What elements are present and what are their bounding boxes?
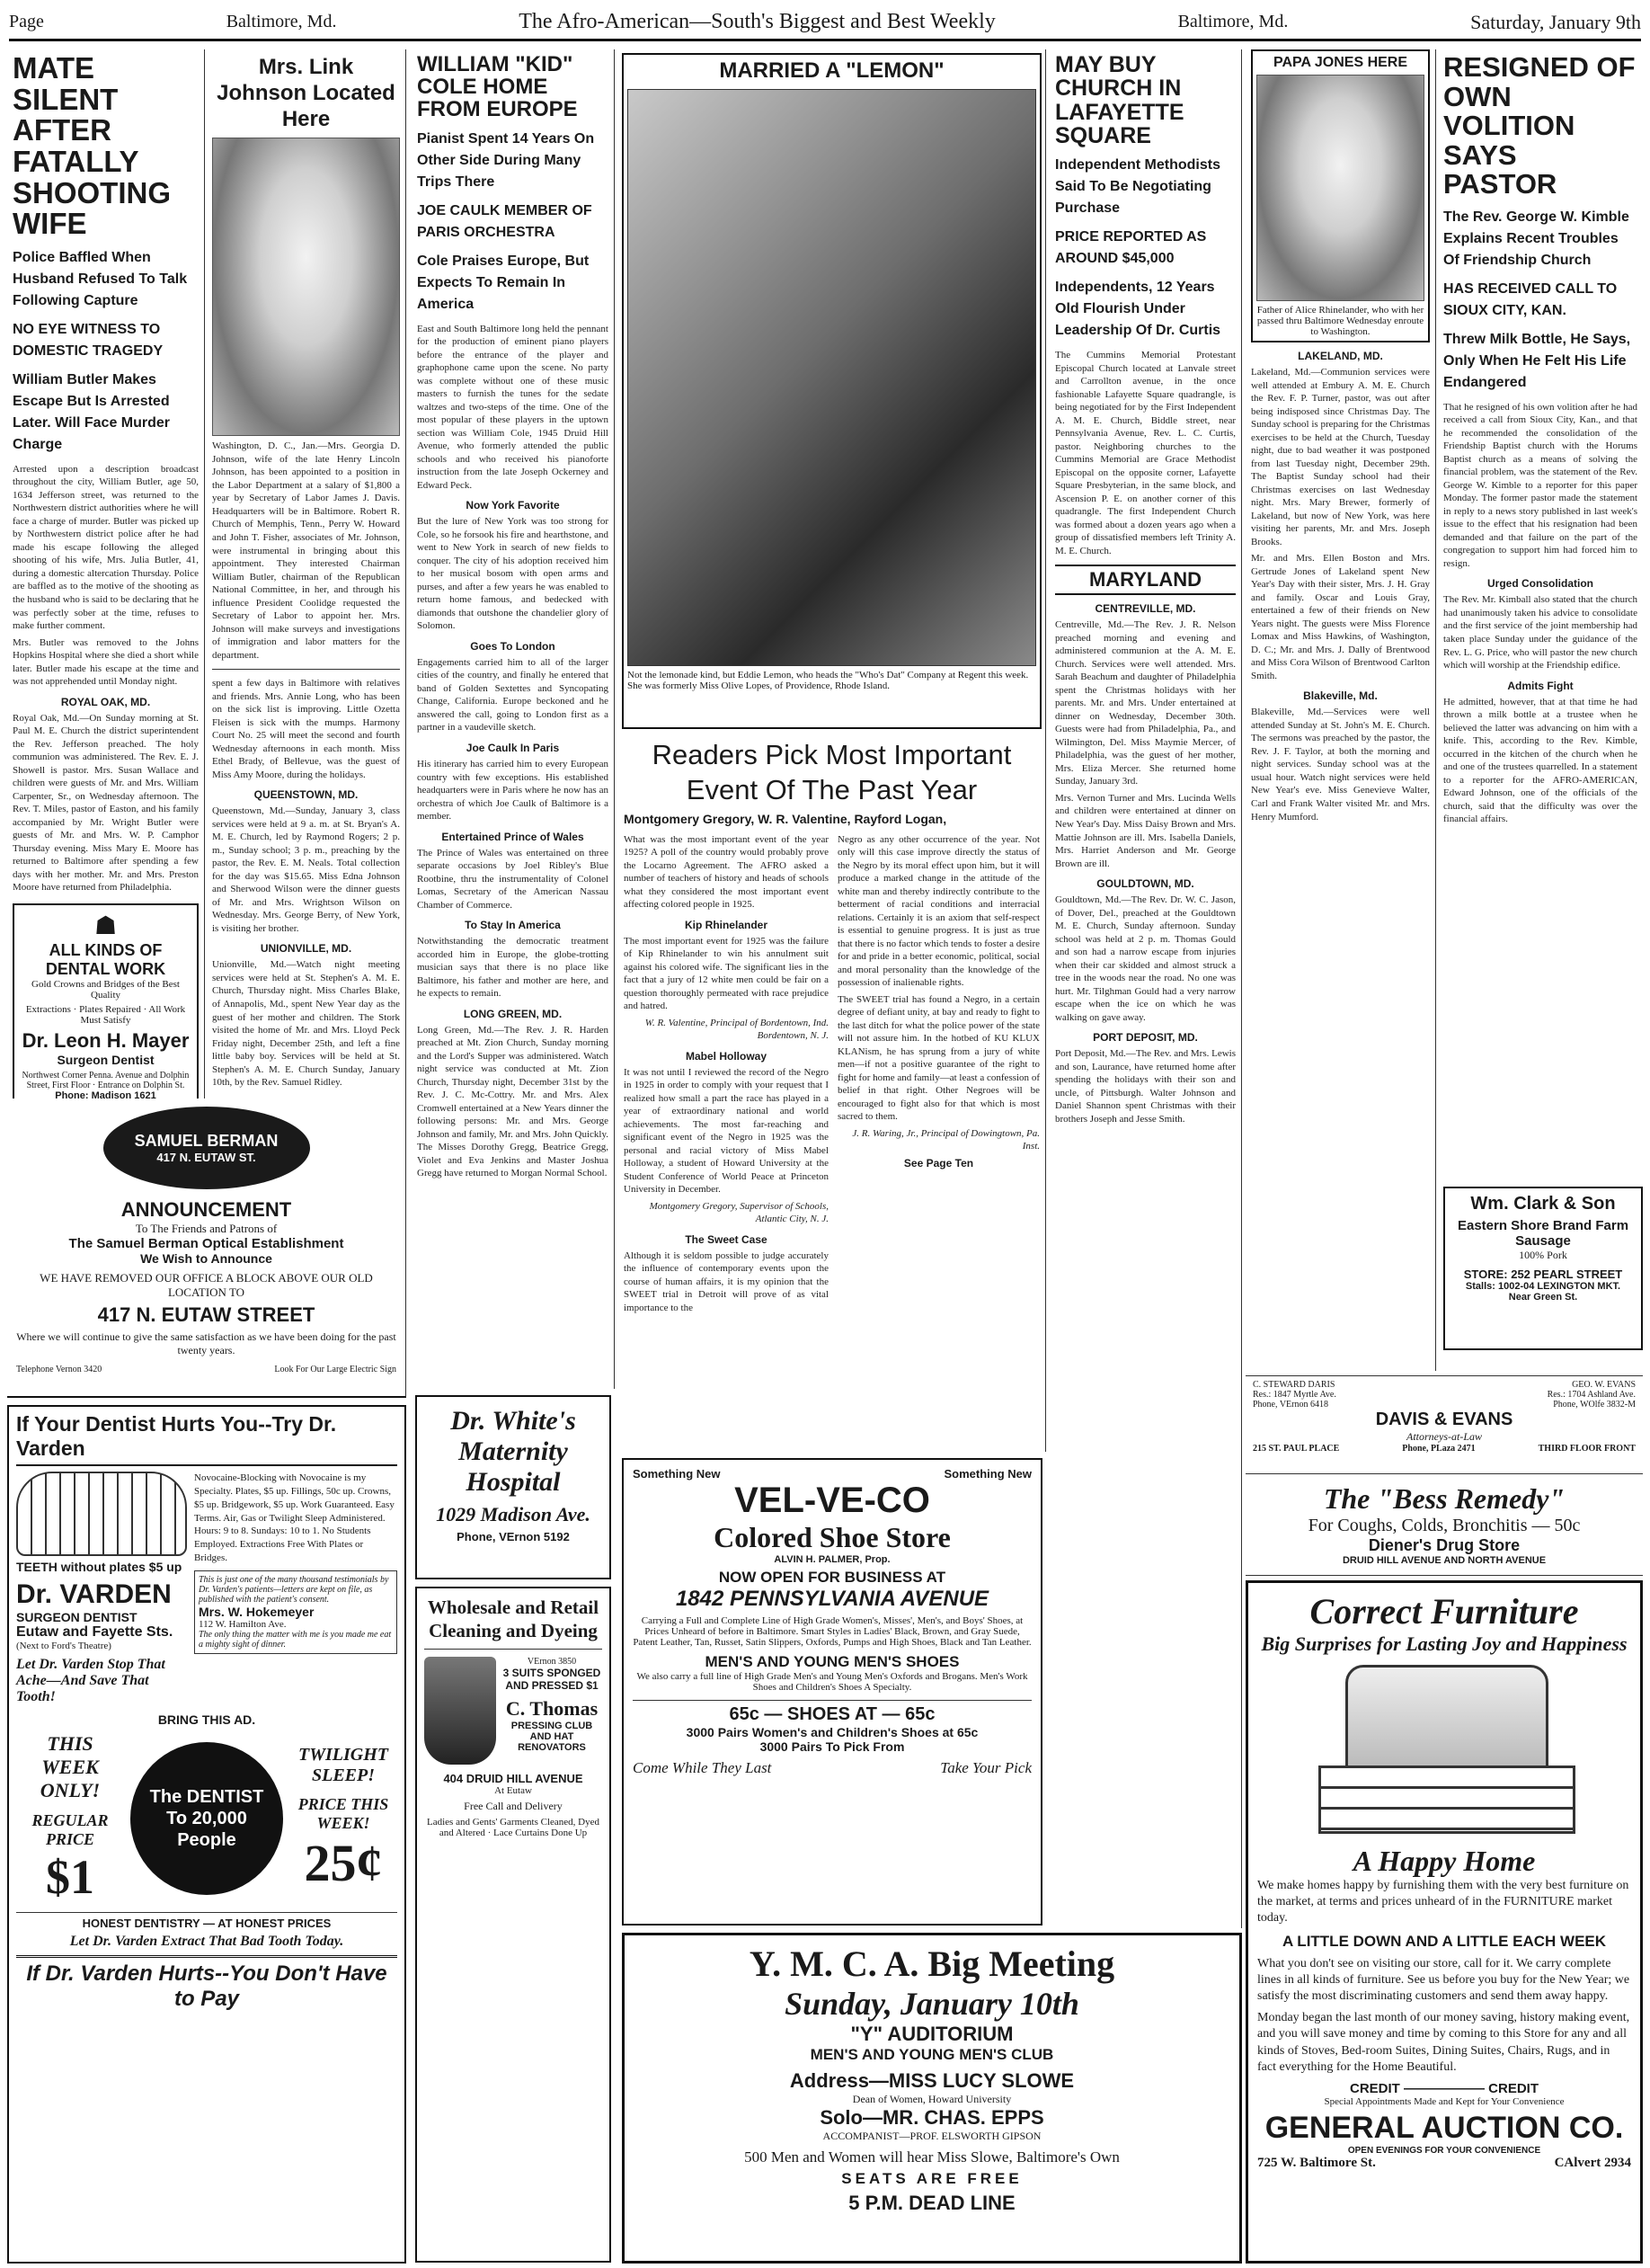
velveco-prop: ALVIN H. PALMER, Prop.: [774, 1554, 891, 1565]
deck-police-baffled: Police Baffled When Husband Refused To Talk Following Capture: [13, 249, 188, 308]
dateline-port-deposit: PORT DEPOSIT, MD.: [1093, 1031, 1198, 1045]
varden-role: SURGEON DENTIST: [16, 1610, 138, 1624]
deck-milk-bottle: Threw Milk Bottle, He Says, Only When He Felt His Life Endangered: [1443, 331, 1631, 390]
ymca-dean: Dean of Women, Howard University: [852, 2093, 1012, 2105]
deck-independent: Independent Methodists Said To Be Negotiating Purchase: [1055, 157, 1220, 216]
velveco-tag-left: Something New: [633, 1467, 721, 1481]
subhead: Goes To London: [470, 639, 555, 653]
velveco-pairs: 3000 Pairs Women's and Children's Shoes at 65c: [686, 1725, 979, 1739]
furniture-subtitle: Big Surprises for Lasting Joy and Happiness: [1261, 1632, 1628, 1655]
thomas-at: At Eutaw: [494, 1784, 532, 1796]
thomas-delivery: Free Call and Delivery: [464, 1799, 563, 1812]
attorneys-card: [1246, 1375, 1643, 1474]
attorney-left-res: Res.: 1847 Myrtle Ave.: [1253, 1390, 1336, 1400]
varden-slogan: Let Dr. Varden Stop That Ache—And Save That Tooth!: [16, 1657, 165, 1704]
headline-mate-silent: MATE SILENT AFTER FATALLY SHOOTING WIFE: [13, 51, 172, 241]
furniture-credit: CREDIT —————— CREDIT: [1350, 2080, 1539, 2096]
column-6: [1050, 49, 1242, 1928]
newspaper-title: The Afro-American—South's Biggest and Best Weekly: [519, 10, 996, 33]
varden-dentist-ad: [7, 1405, 406, 2264]
bess-address: DRUID HILL AVENUE AND NORTH AVENUE: [1342, 1555, 1547, 1566]
thomas-suits: 3 SUITS SPONGED AND PRESSED $1: [502, 1666, 601, 1692]
article-text: Although it is seldom possible to judge accurately the influence of contemporary events upon the course of human affairs, it is my opinion that the SWEET trial in Detroit will prove of as vital importance to the: [624, 1250, 829, 1313]
furniture-title: Correct Furniture: [1309, 1591, 1579, 1632]
thomas-name: C. Thomas: [505, 1696, 599, 1720]
ymca-date: Sunday, January 10th: [785, 1986, 1079, 2022]
article-text: That he resigned of his own volition after he had received a call from Sioux City, Kan., and that he recommended the consolidation of the Friendship Baptist church with the Horums Baptist church as a means of solving the financial problem, was the statement of the Rev. George W. Kimble to a reporter for this paper Monday. The former pastor made the statement in reply to a news story published in last week's issue to the effect that his resignation had been demanded and that failure on the part of the congregation to support him had forced him to resign.: [1443, 401, 1637, 569]
velveco-address: 1842 PENNSYLVANIA AVENUE: [675, 1587, 989, 1611]
article-text: Arrested upon a description broadcast throughout the city, William Butler, age 50, 1634 Jefferson street, was returned to the Northwestern district authorities where he will face a charge of murder. Butler was picked up by Northwestern district police after he had made his escape following the alleged shooting of his wife, Mrs. Julia Butler, 41, during a domestic altercation Thursday. Police are baffled as to the motive of the shooting as the husband who is said to be declaring that he was perfectly sober at the time, refuses to make further comment.: [13, 463, 199, 632]
velveco-price: 65c — SHOES AT — 65c: [633, 1700, 1032, 1725]
varden-testimonial-quote: The only thing the matter with me is you made me eat a mighty sight of dinner.: [199, 1629, 392, 1650]
article-text: The Cummins Memorial Protestant Episcopal Church located at Lanvale street and Carrollton avenue, in the once fashionable Lafayette Square quadrangle, is being negotiated for by the First Independent A. M. E. Church, Biddle street, near Pennsylvania Avenue, Rev. L. C. Curtis, pastor. Neighboring churches to the Cummins Memorial are Grace Methodist Episcopal on the opposite corner, Lafayette Square Presbyterian, in the same block, and Ascension P. E. on another corner of this quadrangle. The first Independent Church was formed about a dozen years ago when a group of dissatisfied members left Trinity A. M. E. Church.: [1055, 350, 1236, 556]
velveco-open: NOW OPEN FOR BUSINESS AT: [718, 1569, 946, 1586]
headline-kid-cole: WILLIAM "KID" COLE HOME FROM EUROPE: [417, 52, 578, 122]
berman-line: We Wish to Announce: [140, 1251, 272, 1266]
article-text: Negro as any other occurrence of the year. Not only will this case improve directly the status of the Negro by its moral effect upon him, but it will produce a marked change in the attitude of the white man and thereby indirectly contribute to the betterment of racial conditions and interracial relations. Certainly it is an axiom that self-respect is essential to genuine progress. It is just as true that there is no factor which tends to foster a desire for and pride in a better economic, political, social and moral personality than the knowledge of the possession of inalienable rights.: [838, 833, 1040, 989]
deck-butler-escape: William Butler Makes Escape But Is Arrested Later. Will Face Murder Charge: [13, 371, 171, 452]
attorney-left-name: C. STEWARD DARIS: [1253, 1380, 1335, 1390]
article-text: Blakeville, Md.—Services were well attended Sunday at St. John's M. E. Church. The sermons was preached by the pastor, the Rev. J. F. Taylor, at both the morning and night services. Sunday school was at the usual hour. Watch night services were held New Year's eve. Miss Genevieve Walter, Carl and Frank Walter visited Mr. and Mrs. Henry Mumford.: [1251, 707, 1430, 823]
varden-headline: If Your Dentist Hurts You--Try Dr. Varden: [16, 1412, 397, 1466]
varden-address: Eutaw and Fayette Sts.: [16, 1624, 173, 1640]
varden-testimonial-address: 112 W. Hamilton Ave.: [199, 1618, 287, 1630]
masthead: [9, 5, 1641, 41]
subhead: Admits Fight: [1507, 679, 1574, 692]
see-page-link[interactable]: See Page Ten: [903, 1156, 974, 1170]
deck-joe-caulk: JOE CAULK MEMBER OF PARIS ORCHESTRA: [417, 202, 592, 240]
ymca-club: MEN'S AND YOUNG MEN'S CLUB: [810, 2046, 1054, 2063]
varden-prices: Novocaine-Blocking with Novocaine is my Specialty. Plates, $5 up. Fillings, 50c up. Crowns, $5 up. Bridgework, $5 up. Work Guaranteed. Easy Terms. Air, Gas or Twilight Sleep Administered. Hours: 9 to 8. Sundays: 10 to 1. No Students Employed. Extractions Free With Plates or Bridges.: [194, 1472, 395, 1564]
varden-honest: HONEST DENTISTRY — AT HONEST PRICES: [16, 1912, 397, 1930]
varden-extract: Let Dr. Varden Extract That Bad Tooth Today.: [69, 1934, 344, 1949]
berman-line: The Samuel Berman Optical Establishment: [68, 1236, 344, 1251]
photo-olive-lopes: [627, 89, 1036, 666]
varden-price: 25¢: [304, 1833, 383, 1892]
bess-title: The "Bess Remedy": [1323, 1482, 1566, 1515]
berman-address: 417 N. EUTAW STREET: [97, 1303, 315, 1326]
ymca-accomp: ACCOMPANIST—PROF. ELSWORTH GIPSON: [822, 2130, 1042, 2142]
berman-phone: Telephone Vernon 3420: [16, 1365, 102, 1374]
varden-teeth: TEETH without plates $5 up: [16, 1560, 182, 1574]
column-7: [1246, 49, 1436, 1371]
furniture-happy: A Happy Home: [1353, 1845, 1536, 1877]
ymca-deadline: 5 P.M. DEAD LINE: [848, 2192, 1016, 2214]
velveco-title: VEL-VE-CO: [734, 1481, 930, 1520]
thomas-footer: Ladies and Gents' Garments Cleaned, Dyed and Altered · Lace Curtains Done Up: [427, 1816, 599, 1838]
deck-pianist: Pianist Spent 14 Years On Other Side During Many Trips There: [417, 130, 595, 190]
ymca-venue: "Y" AUDITORIUM: [850, 2023, 1014, 2045]
subhead: To Stay In America: [465, 919, 561, 932]
furniture-p3: Monday began the last month of our money saving, history making event, and you will save money and time by coming to this Store for any and all kinds of Stoves, Bed-room Suites, Dining Suites, Chairs, Rugs, and in fact everything for the Home Beautiful.: [1257, 2011, 1630, 2074]
furniture-open: OPEN EVENINGS FOR YOUR CONVENIENCE: [1347, 2145, 1541, 2156]
varden-bring: BRING THIS AD.: [157, 1712, 256, 1727]
city-right: Baltimore, Md.: [1177, 12, 1289, 31]
photo-caption: Not the lemonade kind, but Eddie Lemon, who heads the "Who's Dat" Company at Regent this week. She was formerly Miss Olive Lopes, of Providence, Rhode Island.: [627, 670, 1029, 691]
clark-pure: 100% Pork: [1519, 1249, 1567, 1261]
article-text: Mrs. Butler was removed to the Johns Hopkins Hospital where she died a short while later. Butler made his escape at the time and was not apprehended until Monday night.: [13, 636, 199, 688]
dateline-lakeland: LAKELAND, MD.: [1298, 350, 1383, 362]
white-line1: Maternity: [458, 1436, 568, 1466]
varden-name: Dr. VARDEN: [16, 1579, 172, 1609]
ad-doctor-name: Dr. Leon H. Mayer: [22, 1028, 190, 1052]
article-text: But the lure of New York was too strong for Cole, so he forsook his fire and hearthstone, and went to New York in search of new fields to conquer. The city of his adoption received him to her musical bosom with open arms and purses, and after a few years he was enabled to return home famous, and bedecked with diamonds that outshone the chandelier glory of Solomon.: [417, 516, 608, 632]
ad-address: Northwest Corner Penna. Avenue and Dolphin Street, First Floor · Entrance on Dolphin St.: [22, 1070, 190, 1090]
varden-footer: If Dr. Varden Hurts--You Don't Have to Pay: [16, 1955, 397, 2012]
thomas-phone: VErnon 3850: [527, 1656, 577, 1667]
ymca-solo: Solo—MR. CHAS. EPPS: [820, 2106, 1044, 2129]
varden-twilight: TWILIGHT SLEEP!: [298, 1744, 388, 1785]
furniture-little: A LITTLE DOWN AND A LITTLE EACH WEEK: [1282, 1932, 1607, 1950]
attorney-right-name: GEO. W. EVANS: [1572, 1380, 1636, 1390]
clark-sausage-ad: [1443, 1187, 1643, 1350]
photo-caption: Father of Alice Rhinelander, who with her passed thru Baltimore Wednesday enroute to Washington.: [1256, 305, 1424, 337]
deck-independents: Independents, 12 Years Old Flourish Under Leadership Of Dr. Curtis: [1055, 280, 1221, 338]
readers-pick-headline: Readers Pick Most Important Event Of The Past Year: [652, 739, 1012, 805]
bess-store: Diener's Drug Store: [1368, 1536, 1521, 1554]
city-left: Baltimore, Md.: [226, 12, 337, 31]
subhead: Mabel Holloway: [685, 1049, 767, 1063]
velveco-come: Come While They Last: [633, 1759, 772, 1776]
announcement-heading: ANNOUNCEMENT: [120, 1198, 292, 1221]
photo-title-papa-jones: PAPA JONES HERE: [1273, 55, 1408, 70]
deck-cole-praises: Cole Praises Europe, But Expects To Remain In America: [417, 253, 590, 312]
article-text: His itinerary has carried him to every European country with few exceptions. His established headquarters were in Paris where he now has an orchestra of which Joe Caulk of Baltimore is a member.: [417, 759, 608, 823]
subhead: The Sweet Case: [685, 1232, 767, 1246]
article-text: Unionville, Md.—Watch night meeting services were held at St. Stephen's A. M. E. Church, Thursday night. Miss Charles Blake, of Annapolis, Md., spent New Year day as the guest of her mother and children. The Stork visited the home of Mr. and Mrs. Lloyd Peck Friday night, December 25th, and left a fine little baby boy. Services will be held at St. Stephen's A. M. E. Church Sunday, January 10th, by the Rev. Samuel Ridley.: [212, 959, 400, 1089]
ymca-address-by: Address—MISS LUCY SLOWE: [789, 2069, 1075, 2092]
signature: Montgomery Gregory, Supervisor of Schools, Atlantic City, N. J.: [649, 1200, 829, 1225]
section-maryland: MARYLAND: [1055, 565, 1236, 595]
readers-pick-byline: Montgomery Gregory, W. R. Valentine, Rayford Logan,: [624, 811, 947, 826]
article-text: Long Green, Md.—The Rev. J. R. Harden preached at Mt. Zion Church, Sunday morning and the Lord's Supper was administered. Watch night service was conducted at Mt. Zion Church, Thursday night, December 31st by the Rev. J. C. Mc-Cottry. Mr. and Mrs. Alex Cromwell entertained at a New Years dinner the following persons: Mr. and Mrs. George Johnson and family, Mr. and Mrs. John Quickly. The Misses Dorothy Gregg, Beatrice Gregg, Violet and Eva Jenkins and Master Joshua Gregg have returned to Morgan Normal School.: [417, 1024, 608, 1179]
varden-circle: The DENTIST To 20,000 People: [130, 1742, 283, 1895]
headline-resigned: RESIGNED OF OWN VOLITION SAYS PASTOR: [1443, 51, 1636, 200]
article-text: Centreville, Md.—The Rev. J. R. Nelson preached morning and evening and administered communion at the A. M. E. Church. Services were well attended. Mrs. Sarah Beachum and daughter of Philadelphia spent the Christmas holidays with her parents. Mr. and Mrs. Under entertained at dinner on Wednesday, December 30th. Guests were had from Philadelphia, Pa., and Wilmington, Del. Miss Maymie Mercer, of Philadelphia, was the guest of her mother, Mrs. Eliza Mercer. She returned home Sunday, January 3rd.: [1055, 619, 1236, 787]
photo-title-lemon: MARRIED A "LEMON": [719, 58, 945, 83]
article-text: spent a few days in Baltimore with relatives and friends. Mrs. Annie Long, who has been on the sick list is improving. Little Ozetta Fleisen is sick with the mumps. Harmony Court No. 25 will meet the second and fourth Wednesday afternoons in each month. Miss Ethel Brady, of Bellevue, was the guest of Miss Amy Moore, during the holidays.: [212, 678, 400, 780]
dateline-long-green: LONG GREEN, MD.: [463, 1007, 563, 1020]
berman-logo: [103, 1107, 310, 1189]
attorney-address: 215 ST. PAUL PLACE: [1253, 1444, 1340, 1454]
berman-line: WE HAVE REMOVED OUR OFFICE A BLOCK ABOVE OUR OLD LOCATION TO: [40, 1271, 373, 1299]
berman-optical-ad: [7, 1101, 406, 1398]
general-auction-furniture-ad: [1246, 1580, 1643, 2264]
teeth-icon: [16, 1472, 187, 1556]
dateline-queenstown: QUEENSTOWN, MD.: [253, 788, 359, 802]
column-1: [7, 49, 205, 1098]
deck-kimble: The Rev. George W. Kimble Explains Recent Troubles Of Friendship Church: [1443, 209, 1629, 268]
deck-call: HAS RECEIVED CALL TO SIOUX CITY, KAN.: [1443, 280, 1618, 318]
ad-phone: Phone: Madison 1621: [55, 1090, 156, 1098]
attorney-role: Attorneys-at-Law: [1406, 1430, 1482, 1443]
ymca-seats: SEATS ARE FREE: [841, 2170, 1023, 2187]
headline-may-buy-church: MAY BUY CHURCH IN LAFAYETTE SQUARE: [1055, 52, 1184, 148]
clark-name: Wm. Clark & Son: [1470, 1194, 1616, 1214]
article-text: Notwithstanding the democratic treatment accorded him in Europe, the globe-trotting musician says that there is no place like Baltimore, his father and mother are here, and he expects to remain.: [417, 936, 608, 1000]
varden-regular: REGULAR PRICE: [31, 1811, 109, 1848]
attorney-phone: Phone, PLaza 2471: [1402, 1444, 1476, 1454]
white-name: Dr. White's: [450, 1406, 576, 1436]
column-3: [412, 49, 615, 1389]
subhead: Kip Rhinelander: [684, 918, 767, 931]
bess-line: For Coughs, Colds, Bronchitis — 50c: [1308, 1516, 1581, 1535]
velveco-men-desc: We also carry a full line of High Grade Men's and Young Men's Oxfords and Brogans. Men's Work Shoes and Children's Shoes A Specialty.: [636, 1671, 1028, 1693]
varden-testimonial-name: Mrs. W. Hokemeyer: [199, 1604, 315, 1619]
attorney-right-res: Res.: 1704 Ashland Ave.: [1547, 1390, 1636, 1400]
article-text: East and South Baltimore long held the pennant for the production of eminent piano players before the entrance of the player and graphophone came upon the scene. No party was complete without one of these music masters to furnish the tunes for the sedate waltzes and two-steps of the time. One of the most popular of these players in the uptown section was William Cole, 1945 Druid Hill Avenue, who formerly attended the public schools and who received his pianoforte instruction from the late Joseph Ockerney and Edward Peck.: [417, 323, 608, 491]
white-line2: Hospital: [466, 1467, 561, 1497]
thomas-title: Wholesale and Retail Cleaning and Dyeing: [424, 1596, 602, 1650]
varden-this-week: THIS WEEK ONLY!: [40, 1732, 101, 1801]
attorney-firm: DAVIS & EVANS: [1375, 1410, 1513, 1429]
column-8: [1438, 49, 1643, 1184]
article-text: Port Deposit, Md.—The Rev. and Mrs. Lewis and son, Laurance, have returned home after spending the holidays with their son and uncle, of Pittsburgh. Walter Johnson and Daniel Shannon spent Christmas with their brothers Joseph and Jesse Smith.: [1055, 1048, 1236, 1125]
article-text: The Prince of Wales was entertained on three separate occasions by Joel Ribley's Blue Rootbine, thru the instrumentality of Colonel Lomas, Secretary of the American Nassau Chamber of Commerce.: [417, 847, 608, 911]
article-text: The SWEET trial has found a Negro, in a certain degree of defiant unity, at bay and ready to fight to the last ditch for what the police power of the state will not assure him. In the hotbed of KU KLUX KLANism, he has sprung from a jury of white men—if not a positive guarantee of the right to fight for home and family—at least a confession of belief in that right. Other Negroes will be encouraged to fight also for that which is most sacred to them.: [838, 993, 1040, 1123]
velveco-men: MEN'S AND YOUNG MEN'S SHOES: [705, 1653, 960, 1670]
article-text: Washington, D. C., Jan.—Mrs. Georgia D. Johnson, wife of the late Henry Lincoln Johnson, has been appointed to a position in the Labor Department at a salary of $1,800 a year by Secretary of Labor James J. Davis. Headquarters will be in Baltimore. Robert R. Church of Memphis, Tenn., Perry W. Howard and John T. Fisher, associates of Mr. Johnson, were instrumental in bringing about this appointment. They interested Chairman William Butler, chairman of the Republican National Committee, in her, and through his influence President Coolidge requested the Secretary of Labor to appoint her. Mrs. Johnson will make surveys and investigations of immigration and labor matters for the department.: [212, 440, 400, 661]
portrait-papa-jones: [1256, 75, 1424, 301]
velveco-shoe-ad: [622, 1458, 1042, 1926]
subhead: Entertained Prince of Wales: [441, 830, 584, 843]
furniture-special: Special Appointments Made and Kept for Your Convenience: [1324, 2095, 1565, 2107]
dateline-gouldtown: GOULDTOWN, MD.: [1096, 877, 1194, 891]
ad-title: ALL KINDS OF DENTAL WORK: [45, 940, 166, 978]
issue-date: Saturday, January 9th: [1470, 10, 1641, 33]
article-text: The Rev. Mr. Kimball also stated that the church had unanimously taken his advice to consolidate and the first service of the joint membership had taken place Sunday under the guidance of the Rev. L. G. Price, who will pastor the new church which will worship at the Friendship edifice.: [1443, 594, 1637, 672]
subhead: Now York Favorite: [466, 499, 560, 512]
berman-logo-address: 417 N. EUTAW ST.: [156, 1151, 256, 1164]
attorney-floor: THIRD FLOOR FRONT: [1538, 1444, 1636, 1454]
bess-remedy-ad: [1246, 1479, 1643, 1576]
velveco-tag-right: Something New: [944, 1467, 1032, 1481]
article-text: Mr. and Mrs. Ellen Boston and Mrs. Gertrude Jones of Lakeland spent New Year's Day with their sister, Mrs. J. H. Gray and family. Oscar and Louis Gray, entertained a few of their friends on New Years night. The guests were Miss Florence Lomax and Miss Hawkins, of Washington, D. C.; Mr. and Mrs. J. Dally of Brentwood and Miss Cora Wilson of Brentwood Carlton Smith.: [1251, 553, 1430, 681]
velveco-pick: 3000 Pairs To Pick From: [759, 1739, 905, 1754]
page-label: Page: [9, 12, 44, 31]
article-text: What was the most important event of the year 1925? A poll of the country would probably prove the Locarno Agreement. The AFRO asked a number of teachers of history and heads of schools what they considered the most important event affecting colored people in 1925.: [624, 833, 829, 911]
furniture-p1: We make homes happy by furnishing them with the very best furniture on the market, at terms and prices unheard of in the FURNITURE market today.: [1257, 1879, 1629, 1926]
white-phone: Phone, VErnon 5192: [457, 1530, 570, 1543]
iron-icon: [424, 1657, 496, 1765]
portrait-mrs-johnson: [212, 138, 400, 436]
column-4-5: [618, 49, 1046, 1452]
article-text: He admitted, however, that at that time he had thrown a milk bottle at a trustee when he believed the latter was advancing on him with a knife. This, according to the Rev. Kimble, occurred in the kitchen of the church when he and one of the trustees quarrelled. In a statement to a reporter for the AFRO-AMERICAN, Edward Johnson, one of the officials of the church, said that the difficulty was over the financial affairs.: [1443, 696, 1637, 825]
signature: W. R. Valentine, Principal of Bordentown, Ind. Bordentown, N. J.: [644, 1017, 829, 1042]
article-text: The most important event for 1925 was the failure of Kip Rhinelander to win his annulment suit against his colored wife. The significant lies in the fact that a jury of 12 white men could be fair on a question thoroughly permeated with race prejudice and hatred.: [624, 935, 829, 1012]
ad-doctor-role: Surgeon Dentist: [57, 1052, 155, 1067]
ymca-meeting-ad: [622, 1933, 1242, 2264]
berman-line: Where we will continue to give the same satisfaction as we have been doing for the past twenty years.: [16, 1330, 396, 1356]
papa-jones-photo-box: [1251, 49, 1430, 342]
berman-line: To The Friends and Patrons of: [135, 1222, 278, 1235]
varden-next: (Next to Ford's Theatre): [16, 1641, 111, 1651]
attorney-right-phone: Phone, WOlfe 3832-M: [1553, 1400, 1636, 1410]
ad-line: Gold Crowns and Bridges of the Best Quality: [31, 978, 180, 1001]
clark-brand: Eastern Shore Brand Farm Sausage: [1457, 1218, 1629, 1249]
furniture-company: GENERAL AUCTION CO.: [1264, 2110, 1624, 2145]
article-text: Royal Oak, Md.—On Sunday morning at St. Paul M. E. Church the district superintendent the Rev. Jefferson preached. The holy communion was administered. The Rev. E. J. Showell is pastor. Mrs. Susan Wallace and children were guests of Mr. and Mrs. William Carpenter, Sr., on Wednesday afternoon. The Rev. T. Miles, pastor of Easton, and his family accompanied by Mr. Wright Butler were guests of Mr. and Mrs. W. P. Camphor Thursday evening. Miss Mary E. Moore has returned to Baltimore after spending a few days with her mother. Mr. and Mrs. Preston Moore have returned from Philadelphia.: [13, 712, 199, 894]
tooth-icon: ☗: [93, 912, 118, 940]
white-address: 1029 Madison Ave.: [436, 1503, 590, 1525]
article-text: Engagements carried him to all of the larger cities of the country, and finally he entered that band of Golden Sextettes and Syncopating Change, California. Europe beckoned and he answered the call, going to London first as a partner in a vaudeville sketch.: [417, 656, 608, 734]
article-text: Gouldtown, Md.—The Rev. Dr. W. C. Jason, of Dover, Del., preached at the Gouldtown M. E. Church, Sunday afternoon. Sunday school was held at 2 p. m. Thomas Gould and son had a narrow escape from injuries when their car skidded and almost struck a tree in the woods near the road. No one was hurt. Mr. Tilghman Gould had a very narrow escape when the ice on which he was walking on gave away.: [1055, 894, 1236, 1023]
dateline-unionville: UNIONVILLE, MD.: [260, 942, 352, 956]
velveco-desc: Carrying a Full and Complete Line of High Grade Women's, Misses', Men's, and Boys' Shoes, at Prices Unheard of before in Baltimore. Smart Styles in Ladies' Black, Brown, and Gray Suede, Patent Leather, Tan, Russet, Satin Slippers, Oxfords, Pumps and High Shoes, Black and Tan Leather.: [633, 1615, 1032, 1648]
dateline-royal-oak: ROYAL OAK, MD.: [60, 695, 151, 708]
thomas-cleaning-ad: [415, 1587, 611, 2263]
varden-testimonial: This is just one of the many thousand testimonials by Dr. Varden's patients—letters are kept on file, as published with the patient's consent.: [199, 1574, 389, 1605]
divider: [212, 669, 400, 670]
dr-white-hospital-ad: [415, 1395, 611, 1579]
velveco-take: Take Your Pick: [940, 1759, 1032, 1776]
photo-title-mrs-johnson: Mrs. Link Johnson Located Here: [217, 55, 395, 131]
article-text: Queenstown, Md.—Sunday, January 3, class services were held at 9 a. m. at St. Bryan's A. M. E. Church, led by Raymond Rogers; 2 p. m., Sunday school; 3 p. m., preaching by the pastor, the Rev. E. M. Neals. Total collection for the day was $15.65. Miss Edna Johnson and Sherwood Wilson were the dinner guests of Mr. and Mrs. Wrightson Wilson on Wednesday. Mrs. George Berry, of New York, is visiting her brother.: [212, 805, 400, 934]
dresser-icon: [1309, 1665, 1579, 1836]
dateline-centreville: CENTREVILLE, MD.: [1095, 602, 1196, 616]
lemon-photo-box: [622, 53, 1042, 729]
ymca-women: 500 Men and Women will hear Miss Slowe, Baltimore's Own: [744, 2148, 1120, 2166]
ymca-title: Y. M. C. A. Big Meeting: [749, 1943, 1115, 1984]
velveco-subtitle: Colored Shoe Store: [714, 1521, 951, 1553]
signature: J. R. Waring, Jr., Principal of Dowingtown, Pa. Inst.: [852, 1127, 1040, 1152]
article-text: Mrs. Vernon Turner and Mrs. Lucinda Wells and children were entertained at dinner on New Year's Day. Miss Daisy Brown and Mrs. Mattie Johnson are ill. Mrs. Isabella Daniels, Mrs. Harriet Anderson and Mr. George Brown are ill.: [1055, 792, 1236, 869]
subhead: Urged Consolidation: [1487, 577, 1593, 591]
deck-no-eye-witness: NO EYE WITNESS TO DOMESTIC TRAGEDY: [13, 321, 164, 359]
furniture-p2: What you don't see on visiting our store, call for it. We carry complete lines in all kinds of furniture. See us before you buy for the New Year; we satisfy the most discriminating customers and send them away happy.: [1257, 1956, 1630, 2003]
furniture-phone: CAlvert 2934: [1554, 2155, 1631, 2170]
article-text: It was not until I reviewed the record of the Negro in 1925 in order to comply with your request that I realized how small a part the race has played in a year of extraordinary national and world achievements. The most far-reaching and significant event of the Negro in 1925 was the personal and racial victory of Miss Mabel Holloway, a student of Howard University at the Student Conference of World Peace at Princeton University in December.: [624, 1066, 829, 1196]
clark-stalls: Stalls: 1002-04 LEXINGTON MKT.: [1465, 1281, 1621, 1292]
ad-plates: Extractions · Plates Repaired · All Work Must Satisfy: [25, 1003, 186, 1026]
dateline-blakeville: Blakeville, Md.: [1303, 689, 1378, 703]
berman-sign: Look For Our Large Electric Sign: [274, 1365, 396, 1374]
varden-regular-price: $1: [46, 1850, 94, 1904]
subhead: Joe Caulk In Paris: [466, 742, 560, 754]
varden-price-week: PRICE THIS WEEK!: [297, 1794, 389, 1832]
berman-logo-name: SAMUEL BERMAN: [134, 1132, 279, 1150]
attorney-left-phone: Phone, VErnon 6418: [1253, 1400, 1328, 1410]
thomas-address: 404 DRUID HILL AVENUE: [443, 1771, 583, 1785]
article-text: Lakeland, Md.—Communion services were well attended at Embury A. M. E. Church the Rev. F. P. Turner, pastor, was out after being indisposed since Christmas Day. The Sunday school is preparing for the Christmas exercises to be held at the Church, Tuesday night, due to bad weather it was postponed from last Tuesday night, December 29th. The Baptist Sunday school had their Christmas exercises on last Wednesday night. Mrs. Mary Brewer, formerly of Lakeland, but now of New York, was here visiting her parents, Mr. and Mrs. Joseph Brooks.: [1251, 367, 1430, 547]
deck-price: PRICE REPORTED AS AROUND $45,000: [1055, 229, 1207, 266]
dental-ad: [13, 903, 199, 1098]
clark-near: Near Green St.: [1508, 1292, 1578, 1303]
thomas-services: PRESSING CLUB AND HAT RENOVATORS: [510, 1720, 593, 1753]
clark-store: STORE: 252 PEARL STREET: [1463, 1267, 1623, 1281]
furniture-address: 725 W. Baltimore St.: [1257, 2155, 1376, 2170]
